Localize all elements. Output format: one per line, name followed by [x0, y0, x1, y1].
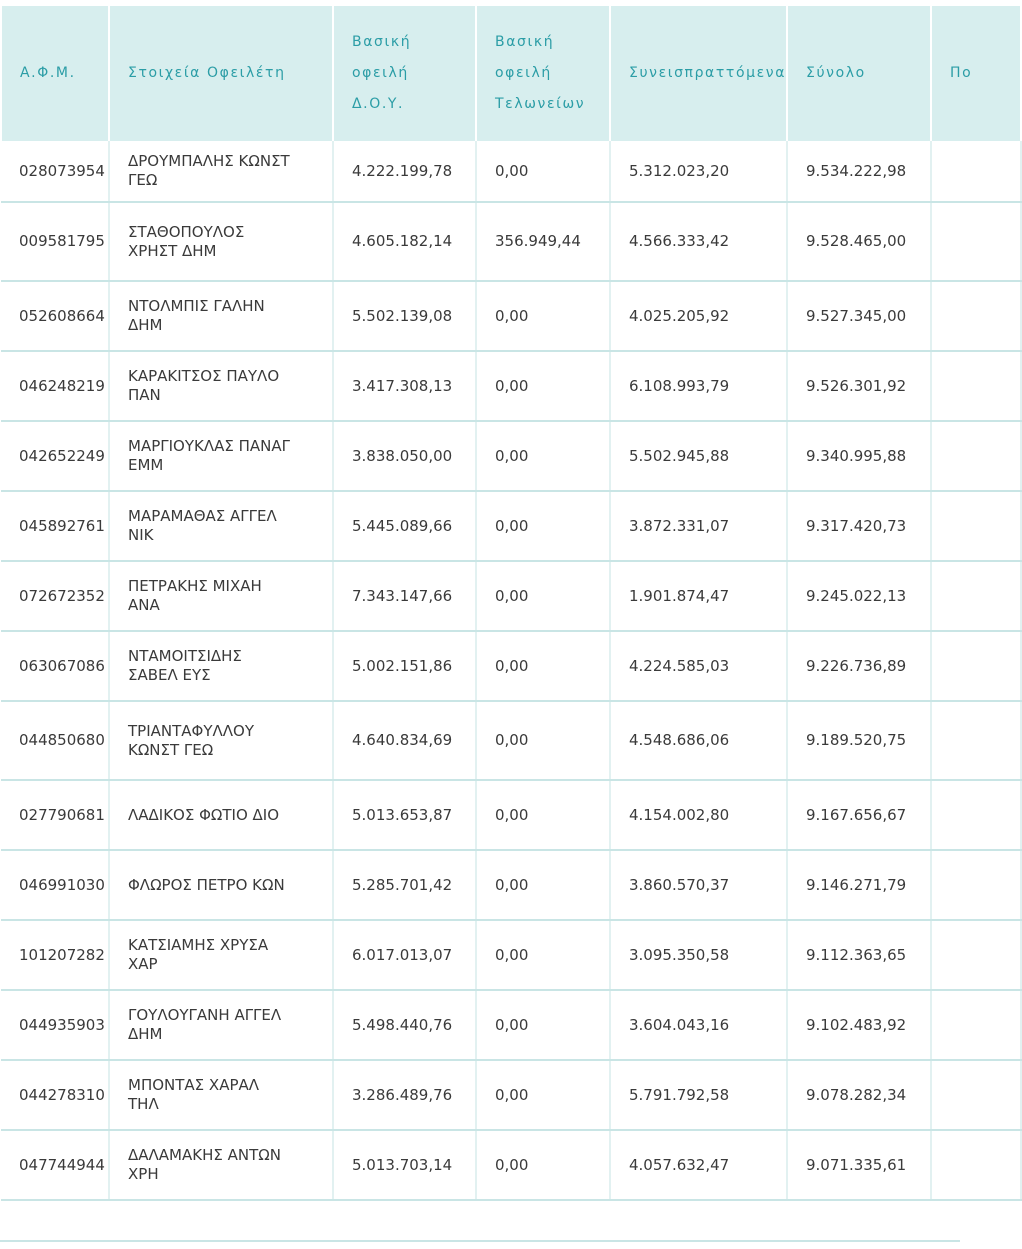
cell-co-collected: 4.057.632,47: [610, 1130, 787, 1200]
cell-doy-debt: 5.013.703,14: [333, 1130, 476, 1200]
table-header: [1, 3, 1021, 141]
cell-doy-debt: 3.286.489,76: [333, 1060, 476, 1130]
cell-afm: 044850680: [1, 701, 109, 780]
cell-debtor-name: ΔΑΛΑΜΑΚΗΣ ΑΝΤΩΝ ΧΡΗ: [109, 1130, 333, 1200]
cell-doy-debt: 6.017.013,07: [333, 920, 476, 990]
cell-co-collected: 3.604.043,16: [610, 990, 787, 1060]
cell-co-collected: 5.502.945,88: [610, 421, 787, 491]
table-row: [1, 421, 1021, 491]
column-header-extra: [931, 3, 1021, 141]
cell-doy-debt: 5.502.139,08: [333, 281, 476, 351]
cell-total: 9.102.483,92: [787, 990, 931, 1060]
cell-customs-debt: 0,00: [476, 850, 610, 920]
column-header-line: Πο: [950, 65, 973, 81]
cell-extra: [931, 920, 1021, 990]
column-header-line: Α.Φ.Μ.: [20, 65, 76, 81]
cell-total: 9.078.282,34: [787, 1060, 931, 1130]
table-body: [1, 141, 1021, 1200]
cell-debtor-name: ΝΤΟΛΜΠΙΣ ΓΑΛΗΝ ΔΗΜ: [109, 281, 333, 351]
cell-total: 9.340.995,88: [787, 421, 931, 491]
column-header-line: Δ.Ο.Υ.: [352, 96, 405, 112]
cell-debtor-name: ΜΑΡΓΙΟΥΚΛΑΣ ΠΑΝΑΓ ΕΜΜ: [109, 421, 333, 491]
cell-debtor-name: ΜΑΡΑΜΑΘΑΣ ΑΓΓΕΛ ΝΙΚ: [109, 491, 333, 561]
column-header-line: οφειλή: [352, 65, 409, 81]
table-row: [1, 281, 1021, 351]
cell-extra: [931, 701, 1021, 780]
cell-afm: 009581795: [1, 202, 109, 281]
table-row: [1, 1060, 1021, 1130]
cell-customs-debt: 0,00: [476, 780, 610, 850]
cell-doy-debt: 7.343.147,66: [333, 561, 476, 631]
cell-co-collected: 5.791.792,58: [610, 1060, 787, 1130]
cell-customs-debt: 0,00: [476, 421, 610, 491]
cell-customs-debt: 0,00: [476, 990, 610, 1060]
cell-extra: [931, 421, 1021, 491]
cell-customs-debt: 0,00: [476, 631, 610, 701]
cell-debtor-name: ΔΡΟΥΜΠΑΛΗΣ ΚΩΝΣΤ ΓΕΩ: [109, 141, 333, 202]
cell-customs-debt: 0,00: [476, 1060, 610, 1130]
cell-debtor-name: ΠΕΤΡΑΚΗΣ ΜΙΧΑΗ ΑΝΑ: [109, 561, 333, 631]
cell-afm: 042652249: [1, 421, 109, 491]
column-header-customs-debt: [476, 3, 610, 141]
cell-afm: 047744944: [1, 1130, 109, 1200]
cell-total: 9.112.363,65: [787, 920, 931, 990]
cell-customs-debt: 0,00: [476, 351, 610, 421]
table-row: [1, 701, 1021, 780]
cell-co-collected: 3.095.350,58: [610, 920, 787, 990]
cell-afm: 046991030: [1, 850, 109, 920]
cell-total: 9.245.022,13: [787, 561, 931, 631]
column-header-debtor-name: [109, 3, 333, 141]
cell-afm: 052608664: [1, 281, 109, 351]
cell-debtor-name: ΓΟΥΛΟΥΓΑΝΗ ΑΓΓΕΛ ΔΗΜ: [109, 990, 333, 1060]
cell-doy-debt: 5.445.089,66: [333, 491, 476, 561]
cell-debtor-name: ΝΤΑΜΟΙΤΣΙΔΗΣ ΣΑΒΕΛ ΕΥΣ: [109, 631, 333, 701]
cell-afm: 045892761: [1, 491, 109, 561]
cell-extra: [931, 141, 1021, 202]
cell-debtor-name: ΤΡΙΑΝΤΑΦΥΛΛΟΥ ΚΩΝΣΤ ΓΕΩ: [109, 701, 333, 780]
cell-debtor-name: ΣΤΑΘΟΠΟΥΛΟΣ ΧΡΗΣΤ ΔΗΜ: [109, 202, 333, 281]
column-header-line: Στοιχεία Οφειλέτη: [128, 65, 286, 81]
cell-doy-debt: 5.002.151,86: [333, 631, 476, 701]
table-row: [1, 850, 1021, 920]
cell-customs-debt: 0,00: [476, 920, 610, 990]
cell-afm: 046248219: [1, 351, 109, 421]
cell-total: 9.226.736,89: [787, 631, 931, 701]
cell-co-collected: 3.872.331,07: [610, 491, 787, 561]
table-row: [1, 990, 1021, 1060]
cell-co-collected: 4.566.333,42: [610, 202, 787, 281]
cell-afm: 044935903: [1, 990, 109, 1060]
table-row: [1, 780, 1021, 850]
column-header-line: οφειλή: [495, 65, 552, 81]
cell-doy-debt: 5.285.701,42: [333, 850, 476, 920]
cell-extra: [931, 561, 1021, 631]
cell-extra: [931, 351, 1021, 421]
cell-total: 9.534.222,98: [787, 141, 931, 202]
table-row: [1, 491, 1021, 561]
cell-customs-debt: 0,00: [476, 491, 610, 561]
cell-total: 9.071.335,61: [787, 1130, 931, 1200]
cell-doy-debt: 4.605.182,14: [333, 202, 476, 281]
table-row: [1, 351, 1021, 421]
cell-customs-debt: 0,00: [476, 1130, 610, 1200]
cell-afm: 063067086: [1, 631, 109, 701]
column-header-line: Συνεισπραττόμενα: [629, 65, 787, 81]
table-row: [1, 1130, 1021, 1200]
table-row: [1, 202, 1021, 281]
cell-co-collected: 5.312.023,20: [610, 141, 787, 202]
cell-co-collected: 4.025.205,92: [610, 281, 787, 351]
cell-doy-debt: 3.838.050,00: [333, 421, 476, 491]
cell-doy-debt: 3.417.308,13: [333, 351, 476, 421]
cell-debtor-name: ΜΠΟΝΤΑΣ ΧΑΡΑΛ ΤΗΛ: [109, 1060, 333, 1130]
cell-co-collected: 4.548.686,06: [610, 701, 787, 780]
cell-afm: 027790681: [1, 780, 109, 850]
cell-extra: [931, 780, 1021, 850]
cell-extra: [931, 202, 1021, 281]
cell-total: 9.527.345,00: [787, 281, 931, 351]
cell-co-collected: 6.108.993,79: [610, 351, 787, 421]
column-header-line: Τελωνείων: [495, 96, 586, 112]
cell-customs-debt: 0,00: [476, 561, 610, 631]
cell-extra: [931, 491, 1021, 561]
cell-afm: 044278310: [1, 1060, 109, 1130]
cell-afm: 028073954: [1, 141, 109, 202]
table-row: [1, 561, 1021, 631]
cell-co-collected: 4.224.585,03: [610, 631, 787, 701]
cell-total: 9.528.465,00: [787, 202, 931, 281]
cell-total: 9.317.420,73: [787, 491, 931, 561]
cell-afm: 101207282: [1, 920, 109, 990]
cell-customs-debt: 0,00: [476, 701, 610, 780]
cell-debtor-name: ΦΛΩΡΟΣ ΠΕΤΡΟ ΚΩΝ: [109, 850, 333, 920]
page-bottom-band: [0, 1240, 960, 1249]
header-row: [1, 3, 1021, 141]
cell-co-collected: 1.901.874,47: [610, 561, 787, 631]
column-header-line: Βασική: [352, 34, 412, 50]
column-header-line: Βασική: [495, 34, 555, 50]
cell-doy-debt: 5.013.653,87: [333, 780, 476, 850]
column-header-doy-debt: [333, 3, 476, 141]
cell-total: 9.146.271,79: [787, 850, 931, 920]
cell-co-collected: 3.860.570,37: [610, 850, 787, 920]
cell-doy-debt: 4.222.199,78: [333, 141, 476, 202]
cell-extra: [931, 1060, 1021, 1130]
cell-extra: [931, 281, 1021, 351]
column-header-total: [787, 3, 931, 141]
cell-doy-debt: 5.498.440,76: [333, 990, 476, 1060]
cell-total: 9.526.301,92: [787, 351, 931, 421]
cell-extra: [931, 990, 1021, 1060]
table-row: [1, 631, 1021, 701]
cell-total: 9.167.656,67: [787, 780, 931, 850]
cell-extra: [931, 1130, 1021, 1200]
table-row: [1, 920, 1021, 990]
cell-extra: [931, 631, 1021, 701]
cell-customs-debt: 0,00: [476, 281, 610, 351]
cell-debtor-name: ΚΑΤΣΙΑΜΗΣ ΧΡΥΣΑ ΧΑΡ: [109, 920, 333, 990]
cell-customs-debt: 0,00: [476, 141, 610, 202]
cell-co-collected: 4.154.002,80: [610, 780, 787, 850]
column-header-co-collected: [610, 3, 787, 141]
cell-customs-debt: 356.949,44: [476, 202, 610, 281]
cell-total: 9.189.520,75: [787, 701, 931, 780]
cell-afm: 072672352: [1, 561, 109, 631]
cell-debtor-name: ΚΑΡΑΚΙΤΣΟΣ ΠΑΥΛΟ ΠΑΝ: [109, 351, 333, 421]
column-header-line: Σύνολο: [806, 65, 866, 81]
cell-debtor-name: ΛΑΔΙΚΟΣ ΦΩΤΙΟ ΔΙΟ: [109, 780, 333, 850]
table-row: [1, 141, 1021, 202]
column-header-afm: [1, 3, 109, 141]
cell-doy-debt: 4.640.834,69: [333, 701, 476, 780]
cell-extra: [931, 850, 1021, 920]
